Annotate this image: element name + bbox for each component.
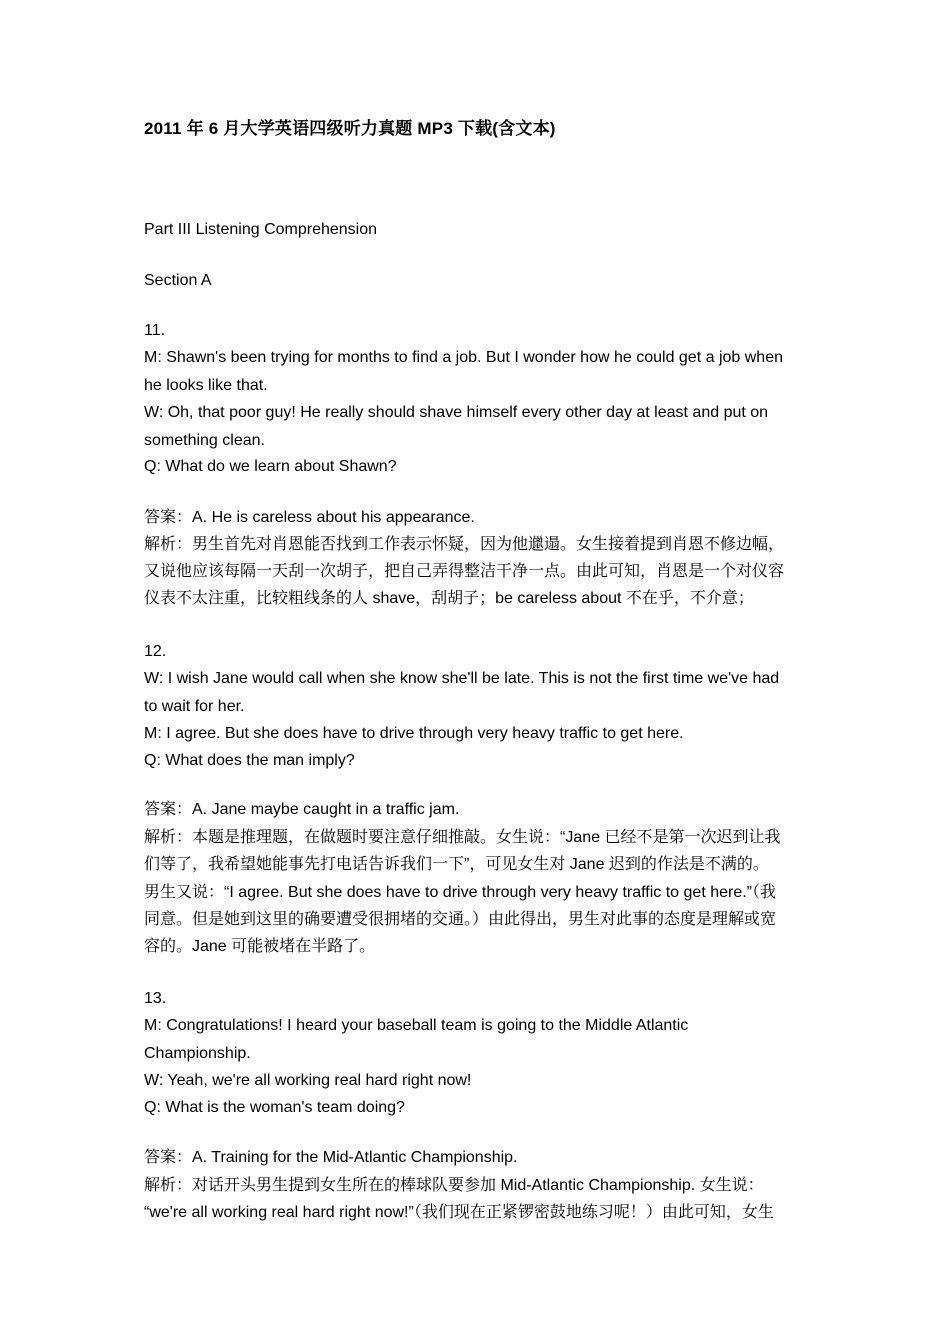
analysis-line: 们等了，我希望她能事先打电话告诉我们一下”，可见女生对 Jane 迟到的作法是不满的。: [144, 856, 769, 873]
analysis-line: “we're all working real hard right now!”（我们现在正紧锣密鼓地练习呢！）由此可知，女生: [144, 1204, 774, 1221]
question-line: Q: What do we learn about Shawn?: [144, 458, 397, 475]
section-heading: Section A: [144, 272, 212, 289]
analysis-line: 解析：本题是推理题，在做题时要注意仔细推敲。女生说：“Jane 已经不是第一次迟到让我: [144, 829, 781, 846]
item-number: 11.: [144, 322, 166, 339]
dialog-line: to wait for her.: [144, 698, 245, 715]
analysis-line: 同意。但是她到这里的确要遭受很拥堵的交通。）由此得出，男生对此事的态度是理解或宽: [144, 911, 777, 928]
item-number: 13.: [144, 990, 167, 1007]
answer-line: 答案：A. Jane maybe caught in a traffic jam.: [144, 801, 460, 818]
dialog-line: something clean.: [144, 432, 265, 449]
analysis-line: 男生又说：“I agree. But she does have to drive through very heavy traffic to get here.”（我: [144, 884, 777, 901]
dialog-line: W: Oh, that poor guy! He really should shave himself every other day at least and put on: [144, 404, 769, 421]
dialog-line: he looks like that.: [144, 377, 268, 394]
dialog-line: W: I wish Jane would call when she know she'll be late. This is not the first time we've had: [144, 670, 780, 687]
analysis-line: 容的。Jane 可能被堵在半路了。: [144, 938, 376, 955]
dialog-line: Championship.: [144, 1045, 251, 1062]
dialog-line: M: Shawn's been trying for months to find a job. But I wonder how he could get a job when: [144, 349, 783, 366]
dialog-line: M: I agree. But she does have to drive through very heavy traffic to get here.: [144, 725, 684, 742]
analysis-line: 又说他应该每隔一天刮一次胡子，把自己弄得整洁干净一点。由此可知，肖恩是一个对仪容: [144, 563, 785, 580]
question-line: Q: What does the man imply?: [144, 752, 355, 769]
analysis-line: 解析：男生首先对肖恩能否找到工作表示怀疑，因为他邋遢。女生接着提到肖恩不修边幅，: [144, 536, 785, 553]
answer-line: 答案：A. Training for the Mid-Atlantic Championship.: [144, 1149, 518, 1166]
answer-line: 答案：A. He is careless about his appearance.: [144, 509, 475, 526]
document-title: 2011 年 6 月大学英语四级听力真题 MP3 下载(含文本): [144, 119, 556, 138]
dialog-line: W: Yeah, we're all working real hard right now!: [144, 1072, 472, 1089]
question-line: Q: What is the woman's team doing?: [144, 1099, 405, 1116]
analysis-line: 解析：对话开头男生提到女生所在的棒球队要参加 Mid-Atlantic Championship. 女生说：: [144, 1177, 764, 1194]
part-heading: Part III Listening Comprehension: [144, 221, 378, 238]
item-number: 12.: [144, 643, 167, 660]
analysis-line: 仪表不太注重，比较粗线条的人 shave，刮胡子；be careless about 不在乎，不介意；: [144, 590, 754, 607]
dialog-line: M: Congratulations! I heard your baseball team is going to the Middle Atlantic: [144, 1017, 689, 1034]
